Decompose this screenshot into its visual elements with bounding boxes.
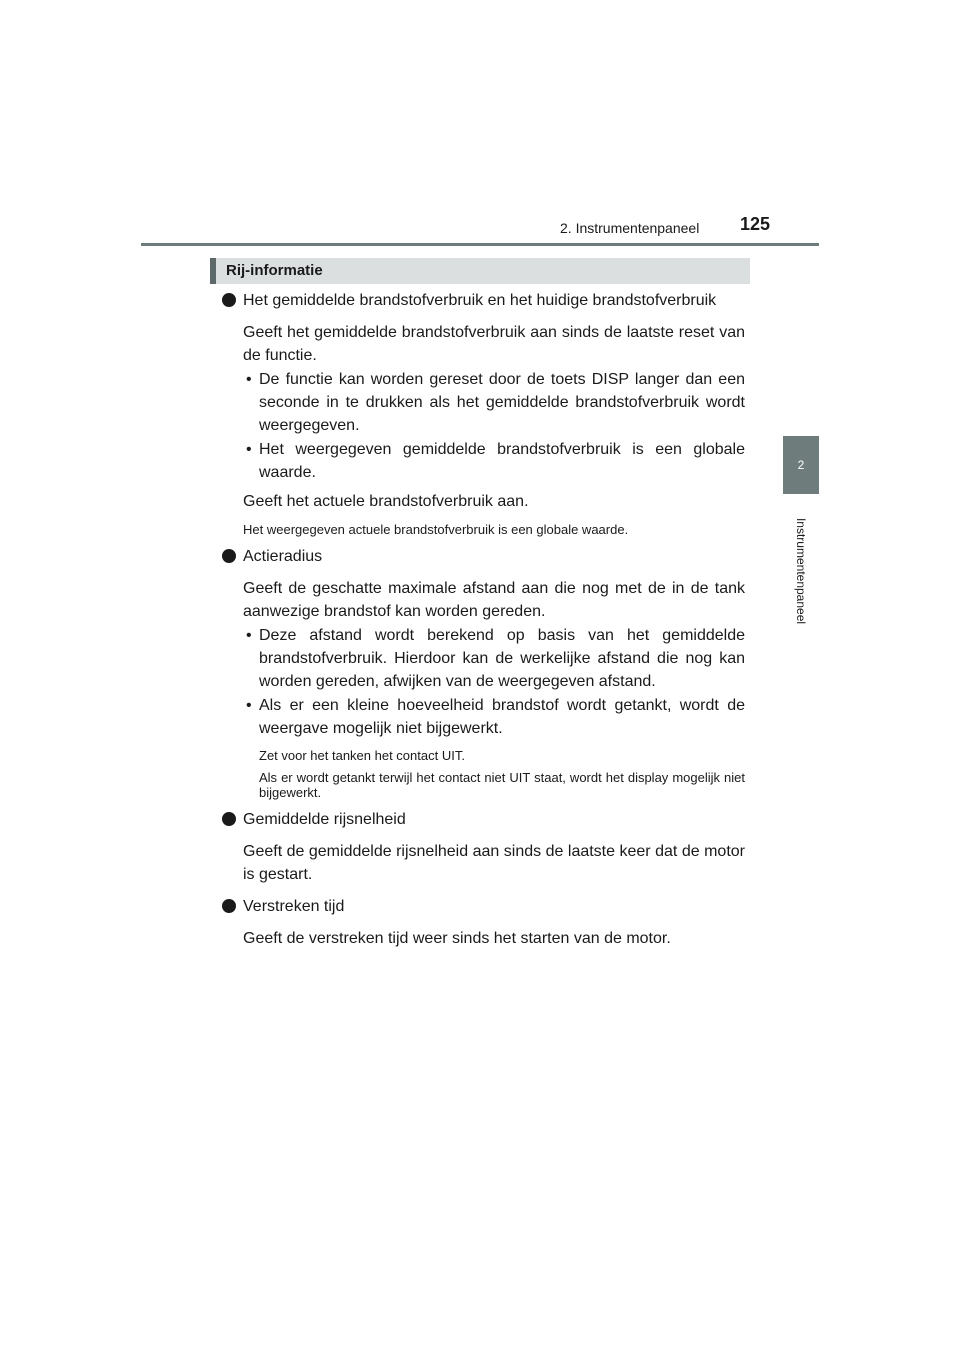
note: Het weergegeven actuele brandstofverbruik is een globale waarde. [243,522,629,537]
topic-heading-fuel-consumption [222,289,745,312]
topic-heading-text: Het gemiddelde brandstofverbruik en het huidige brandstofverbruik [243,292,717,309]
chapter-side-label-text: Instrumentenpaneel [794,517,809,625]
topic-heading-elapsed-time [222,895,745,918]
list-dot-icon: • [246,627,252,644]
paragraph: Geeft de verstreken tijd weer sinds het starten van de motor. [243,930,671,947]
header-divider [141,243,819,246]
topic-heading-text: Gemiddelde rijsnelheid [243,811,406,828]
note: Zet voor het tanken het contact UIT. [259,748,465,763]
list-item-text: Het weergegeven gemiddelde brandstofverbruik is een globale waarde. [259,441,745,481]
list-dot-icon: • [246,371,252,388]
list-dot-icon: • [246,697,252,714]
list-item [222,694,745,740]
paragraph: Geeft het gemiddelde brandstofverbruik aan sinds de laatste reset van de functie. [243,324,745,364]
section-heading-text: Rij-informatie [226,262,323,279]
paragraph: Geeft de geschatte maximale afstand aan die nog met de in de tank aanwezige brandstof kan worden gereden. [243,580,745,620]
bullet-icon [222,812,236,826]
paragraph: Geeft de gemiddelde rijsnelheid aan sinds de laatste keer dat de motor is gestart. [243,843,745,883]
chapter-tab-number: 2 [797,458,805,472]
topic-heading-text: Actieradius [243,548,323,565]
topic-heading-text: Verstreken tijd [243,898,345,915]
bullet-icon [222,549,236,563]
section-heading [210,258,750,284]
paragraph: Geeft het actuele brandstofverbruik aan. [243,493,529,510]
content-body [222,287,745,950]
topic-heading-average-speed [222,808,745,831]
page-number: 125 [740,214,771,234]
list-item-text: Als er een kleine hoeveelheid brandstof wordt getankt, wordt de weergave mogelijk niet bijgewerkt. [259,697,745,737]
list-item-text: De functie kan worden gereset door de toets DISP langer dan een seconde in te drukken als het gemiddelde brandstofverbruik wordt weergegeven. [259,371,745,434]
chapter-tab[interactable] [783,436,819,494]
chapter-title: 2. Instrumentenpaneel [560,220,700,236]
list-item [222,624,745,693]
list-dot-icon: • [246,441,252,458]
list-item-text: Deze afstand wordt berekend op basis van het gemiddelde brandstofverbruik. Hierdoor kan de werkelijke afstand die nog kan worden gereden, afwijken van de weergegeven afstand. [259,627,745,690]
chapter-side-label [783,508,819,634]
bullet-icon [222,293,236,307]
topic-heading-range [222,545,745,568]
list-item [222,438,745,484]
list-item [222,368,745,437]
bullet-icon [222,899,236,913]
note: Als er wordt getankt terwijl het contact niet UIT staat, wordt het display mogelijk niet bijgewerkt. [259,770,745,800]
